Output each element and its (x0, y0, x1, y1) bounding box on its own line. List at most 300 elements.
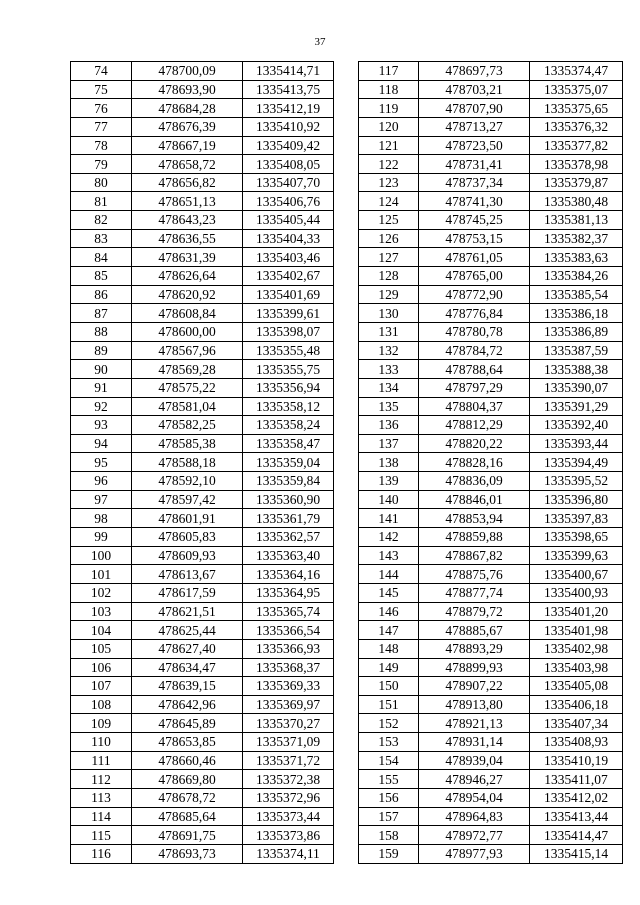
point-number-cell: 95 (71, 453, 132, 472)
table-row (359, 304, 623, 323)
point-number-cell: 104 (71, 621, 132, 640)
table-row (71, 639, 334, 658)
x-coordinate-cell: 478605,83 (132, 528, 243, 547)
point-number-cell: 140 (359, 490, 419, 509)
point-number-cell: 112 (71, 770, 132, 789)
point-number-cell: 118 (359, 80, 419, 99)
coordinates-table-left (70, 61, 334, 864)
y-coordinate-cell: 1335369,33 (243, 677, 334, 696)
x-coordinate-cell: 478788,64 (419, 360, 530, 379)
y-coordinate-cell: 1335371,72 (243, 751, 334, 770)
point-number-cell: 103 (71, 602, 132, 621)
x-coordinate-cell: 478954,04 (419, 788, 530, 807)
table-row (359, 658, 623, 677)
point-number-cell: 142 (359, 528, 419, 547)
point-number-cell: 157 (359, 807, 419, 826)
y-coordinate-cell: 1335355,75 (243, 360, 334, 379)
x-coordinate-cell: 478656,82 (132, 173, 243, 192)
point-number-cell: 94 (71, 434, 132, 453)
table-row (71, 173, 334, 192)
point-number-cell: 110 (71, 733, 132, 752)
table-row (359, 155, 623, 174)
point-number-cell: 146 (359, 602, 419, 621)
table-body-right (359, 62, 623, 864)
y-coordinate-cell: 1335388,38 (530, 360, 623, 379)
point-number-cell: 139 (359, 472, 419, 491)
point-number-cell: 80 (71, 173, 132, 192)
y-coordinate-cell: 1335399,61 (243, 304, 334, 323)
table-row (71, 677, 334, 696)
y-coordinate-cell: 1335411,07 (530, 770, 623, 789)
y-coordinate-cell: 1335377,82 (530, 136, 623, 155)
y-coordinate-cell: 1335401,98 (530, 621, 623, 640)
table-row (71, 117, 334, 136)
x-coordinate-cell: 478627,40 (132, 639, 243, 658)
table-row (71, 826, 334, 845)
table-row (71, 509, 334, 528)
y-coordinate-cell: 1335387,59 (530, 341, 623, 360)
point-number-cell: 144 (359, 565, 419, 584)
x-coordinate-cell: 478723,50 (419, 136, 530, 155)
point-number-cell: 116 (71, 844, 132, 863)
x-coordinate-cell: 478639,15 (132, 677, 243, 696)
x-coordinate-cell: 478625,44 (132, 621, 243, 640)
x-coordinate-cell: 478691,75 (132, 826, 243, 845)
x-coordinate-cell: 478977,93 (419, 844, 530, 863)
table-row (359, 341, 623, 360)
x-coordinate-cell: 478875,76 (419, 565, 530, 584)
table-row (359, 248, 623, 267)
x-coordinate-cell: 478600,00 (132, 322, 243, 341)
x-coordinate-cell: 478620,92 (132, 285, 243, 304)
x-coordinate-cell: 478684,28 (132, 99, 243, 118)
point-number-cell: 154 (359, 751, 419, 770)
table-row (359, 695, 623, 714)
y-coordinate-cell: 1335373,44 (243, 807, 334, 826)
table-row (359, 844, 623, 863)
y-coordinate-cell: 1335384,26 (530, 267, 623, 286)
y-coordinate-cell: 1335375,07 (530, 80, 623, 99)
x-coordinate-cell: 478569,28 (132, 360, 243, 379)
x-coordinate-cell: 478617,59 (132, 583, 243, 602)
table-row (71, 490, 334, 509)
y-coordinate-cell: 1335358,24 (243, 416, 334, 435)
table-row (71, 267, 334, 286)
table-row (359, 285, 623, 304)
table-row (359, 416, 623, 435)
x-coordinate-cell: 478693,73 (132, 844, 243, 863)
point-number-cell: 93 (71, 416, 132, 435)
x-coordinate-cell: 478859,88 (419, 528, 530, 547)
x-coordinate-cell: 478921,13 (419, 714, 530, 733)
y-coordinate-cell: 1335392,40 (530, 416, 623, 435)
table-row (71, 733, 334, 752)
table-row (71, 583, 334, 602)
table-row (359, 192, 623, 211)
table-row (71, 788, 334, 807)
point-number-cell: 105 (71, 639, 132, 658)
x-coordinate-cell: 478609,93 (132, 546, 243, 565)
x-coordinate-cell: 478643,23 (132, 211, 243, 230)
point-number-cell: 91 (71, 378, 132, 397)
x-coordinate-cell: 478846,01 (419, 490, 530, 509)
point-number-cell: 129 (359, 285, 419, 304)
table-row (71, 565, 334, 584)
y-coordinate-cell: 1335364,95 (243, 583, 334, 602)
point-number-cell: 109 (71, 714, 132, 733)
x-coordinate-cell: 478899,93 (419, 658, 530, 677)
point-number-cell: 135 (359, 397, 419, 416)
point-number-cell: 136 (359, 416, 419, 435)
table-row (71, 99, 334, 118)
x-coordinate-cell: 478651,13 (132, 192, 243, 211)
x-coordinate-cell: 478797,29 (419, 378, 530, 397)
y-coordinate-cell: 1335385,54 (530, 285, 623, 304)
table-row (359, 378, 623, 397)
x-coordinate-cell: 478713,27 (419, 117, 530, 136)
point-number-cell: 102 (71, 583, 132, 602)
y-coordinate-cell: 1335403,98 (530, 658, 623, 677)
point-number-cell: 97 (71, 490, 132, 509)
point-number-cell: 82 (71, 211, 132, 230)
x-coordinate-cell: 478581,04 (132, 397, 243, 416)
x-coordinate-cell: 478660,46 (132, 751, 243, 770)
y-coordinate-cell: 1335407,34 (530, 714, 623, 733)
table-row (359, 472, 623, 491)
x-coordinate-cell: 478772,90 (419, 285, 530, 304)
x-coordinate-cell: 478703,21 (419, 80, 530, 99)
point-number-cell: 83 (71, 229, 132, 248)
y-coordinate-cell: 1335359,84 (243, 472, 334, 491)
table-row (71, 602, 334, 621)
x-coordinate-cell: 478776,84 (419, 304, 530, 323)
point-number-cell: 155 (359, 770, 419, 789)
point-number-cell: 126 (359, 229, 419, 248)
point-number-cell: 122 (359, 155, 419, 174)
x-coordinate-cell: 478585,38 (132, 434, 243, 453)
x-coordinate-cell: 478836,09 (419, 472, 530, 491)
page-number: 37 (314, 36, 326, 48)
point-number-cell: 111 (71, 751, 132, 770)
table-row (71, 453, 334, 472)
x-coordinate-cell: 478853,94 (419, 509, 530, 528)
x-coordinate-cell: 478626,64 (132, 267, 243, 286)
x-coordinate-cell: 478784,72 (419, 341, 530, 360)
y-coordinate-cell: 1335396,80 (530, 490, 623, 509)
table-row (71, 695, 334, 714)
point-number-cell: 147 (359, 621, 419, 640)
point-number-cell: 99 (71, 528, 132, 547)
x-coordinate-cell: 478567,96 (132, 341, 243, 360)
x-coordinate-cell: 478597,42 (132, 490, 243, 509)
table-row (359, 80, 623, 99)
point-number-cell: 76 (71, 99, 132, 118)
table-row (359, 528, 623, 547)
point-number-cell: 131 (359, 322, 419, 341)
table-row (359, 229, 623, 248)
point-number-cell: 101 (71, 565, 132, 584)
point-number-cell: 134 (359, 378, 419, 397)
y-coordinate-cell: 1335383,63 (530, 248, 623, 267)
x-coordinate-cell: 478676,39 (132, 117, 243, 136)
x-coordinate-cell: 478697,73 (419, 62, 530, 81)
x-coordinate-cell: 478893,29 (419, 639, 530, 658)
point-number-cell: 145 (359, 583, 419, 602)
x-coordinate-cell: 478601,91 (132, 509, 243, 528)
table-row (359, 490, 623, 509)
table-row (359, 714, 623, 733)
point-number-cell: 141 (359, 509, 419, 528)
point-number-cell: 90 (71, 360, 132, 379)
point-number-cell: 150 (359, 677, 419, 696)
y-coordinate-cell: 1335400,93 (530, 583, 623, 602)
y-coordinate-cell: 1335405,44 (243, 211, 334, 230)
y-coordinate-cell: 1335415,14 (530, 844, 623, 863)
y-coordinate-cell: 1335404,33 (243, 229, 334, 248)
y-coordinate-cell: 1335401,69 (243, 285, 334, 304)
table-row (71, 285, 334, 304)
y-coordinate-cell: 1335375,65 (530, 99, 623, 118)
y-coordinate-cell: 1335362,57 (243, 528, 334, 547)
table-row (71, 770, 334, 789)
point-number-cell: 133 (359, 360, 419, 379)
point-number-cell: 121 (359, 136, 419, 155)
table-row (71, 136, 334, 155)
x-coordinate-cell: 478685,64 (132, 807, 243, 826)
y-coordinate-cell: 1335412,02 (530, 788, 623, 807)
table-row (71, 658, 334, 677)
y-coordinate-cell: 1335393,44 (530, 434, 623, 453)
y-coordinate-cell: 1335402,98 (530, 639, 623, 658)
y-coordinate-cell: 1335398,65 (530, 528, 623, 547)
point-number-cell: 77 (71, 117, 132, 136)
table-row (359, 639, 623, 658)
point-number-cell: 113 (71, 788, 132, 807)
point-number-cell: 100 (71, 546, 132, 565)
table-row (71, 229, 334, 248)
table-row (71, 378, 334, 397)
table-row (71, 528, 334, 547)
table-row (359, 322, 623, 341)
point-number-cell: 85 (71, 267, 132, 286)
table-row (359, 453, 623, 472)
x-coordinate-cell: 478867,82 (419, 546, 530, 565)
table-row (71, 434, 334, 453)
x-coordinate-cell: 478828,16 (419, 453, 530, 472)
point-number-cell: 152 (359, 714, 419, 733)
table-body-left (71, 62, 334, 864)
point-number-cell: 148 (359, 639, 419, 658)
x-coordinate-cell: 478588,18 (132, 453, 243, 472)
y-coordinate-cell: 1335369,97 (243, 695, 334, 714)
x-coordinate-cell: 478700,09 (132, 62, 243, 81)
table-row (359, 677, 623, 696)
point-number-cell: 92 (71, 397, 132, 416)
y-coordinate-cell: 1335376,32 (530, 117, 623, 136)
point-number-cell: 120 (359, 117, 419, 136)
table-row (359, 788, 623, 807)
table-row (71, 714, 334, 733)
point-number-cell: 151 (359, 695, 419, 714)
y-coordinate-cell: 1335380,48 (530, 192, 623, 211)
y-coordinate-cell: 1335397,83 (530, 509, 623, 528)
table-row (359, 583, 623, 602)
y-coordinate-cell: 1335408,93 (530, 733, 623, 752)
point-number-cell: 81 (71, 192, 132, 211)
x-coordinate-cell: 478741,30 (419, 192, 530, 211)
x-coordinate-cell: 478804,37 (419, 397, 530, 416)
table-row (359, 751, 623, 770)
y-coordinate-cell: 1335406,76 (243, 192, 334, 211)
table-row (359, 546, 623, 565)
x-coordinate-cell: 478582,25 (132, 416, 243, 435)
y-coordinate-cell: 1335372,96 (243, 788, 334, 807)
y-coordinate-cell: 1335381,13 (530, 211, 623, 230)
y-coordinate-cell: 1335413,75 (243, 80, 334, 99)
x-coordinate-cell: 478780,78 (419, 322, 530, 341)
y-coordinate-cell: 1335402,67 (243, 267, 334, 286)
table-row (359, 733, 623, 752)
table-row (71, 341, 334, 360)
x-coordinate-cell: 478964,83 (419, 807, 530, 826)
table-row (71, 472, 334, 491)
y-coordinate-cell: 1335413,44 (530, 807, 623, 826)
table-row (71, 62, 334, 81)
x-coordinate-cell: 478634,47 (132, 658, 243, 677)
table-row (359, 62, 623, 81)
y-coordinate-cell: 1335355,48 (243, 341, 334, 360)
table-row (71, 546, 334, 565)
y-coordinate-cell: 1335403,46 (243, 248, 334, 267)
y-coordinate-cell: 1335373,86 (243, 826, 334, 845)
point-number-cell: 88 (71, 322, 132, 341)
y-coordinate-cell: 1335374,11 (243, 844, 334, 863)
point-number-cell: 87 (71, 304, 132, 323)
table-row (359, 565, 623, 584)
y-coordinate-cell: 1335358,47 (243, 434, 334, 453)
table-row (359, 136, 623, 155)
x-coordinate-cell: 478653,85 (132, 733, 243, 752)
y-coordinate-cell: 1335364,16 (243, 565, 334, 584)
point-number-cell: 117 (359, 62, 419, 81)
y-coordinate-cell: 1335356,94 (243, 378, 334, 397)
point-number-cell: 86 (71, 285, 132, 304)
y-coordinate-cell: 1335386,89 (530, 322, 623, 341)
table-row (359, 621, 623, 640)
table-row (359, 267, 623, 286)
x-coordinate-cell: 478645,89 (132, 714, 243, 733)
x-coordinate-cell: 478631,39 (132, 248, 243, 267)
table-row (71, 248, 334, 267)
point-number-cell: 143 (359, 546, 419, 565)
y-coordinate-cell: 1335378,98 (530, 155, 623, 174)
point-number-cell: 98 (71, 509, 132, 528)
table-row (359, 397, 623, 416)
table-row (359, 360, 623, 379)
table-row (359, 173, 623, 192)
table-row (71, 751, 334, 770)
table-row (71, 211, 334, 230)
x-coordinate-cell: 478621,51 (132, 602, 243, 621)
table-row (359, 117, 623, 136)
point-number-cell: 156 (359, 788, 419, 807)
point-number-cell: 159 (359, 844, 419, 863)
x-coordinate-cell: 478592,10 (132, 472, 243, 491)
y-coordinate-cell: 1335408,05 (243, 155, 334, 174)
point-number-cell: 132 (359, 341, 419, 360)
table-row (359, 770, 623, 789)
x-coordinate-cell: 478753,15 (419, 229, 530, 248)
x-coordinate-cell: 478636,55 (132, 229, 243, 248)
y-coordinate-cell: 1335414,71 (243, 62, 334, 81)
table-row (71, 621, 334, 640)
table-row (71, 360, 334, 379)
table-row (359, 826, 623, 845)
y-coordinate-cell: 1335370,27 (243, 714, 334, 733)
x-coordinate-cell: 478972,77 (419, 826, 530, 845)
x-coordinate-cell: 478946,27 (419, 770, 530, 789)
table-row (359, 211, 623, 230)
y-coordinate-cell: 1335372,38 (243, 770, 334, 789)
y-coordinate-cell: 1335399,63 (530, 546, 623, 565)
y-coordinate-cell: 1335395,52 (530, 472, 623, 491)
y-coordinate-cell: 1335371,09 (243, 733, 334, 752)
x-coordinate-cell: 478737,34 (419, 173, 530, 192)
table-row (71, 155, 334, 174)
y-coordinate-cell: 1335374,47 (530, 62, 623, 81)
point-number-cell: 128 (359, 267, 419, 286)
table-row (359, 807, 623, 826)
point-number-cell: 75 (71, 80, 132, 99)
x-coordinate-cell: 478669,80 (132, 770, 243, 789)
point-number-cell: 124 (359, 192, 419, 211)
x-coordinate-cell: 478613,67 (132, 565, 243, 584)
x-coordinate-cell: 478745,25 (419, 211, 530, 230)
x-coordinate-cell: 478642,96 (132, 695, 243, 714)
table-row (359, 99, 623, 118)
point-number-cell: 78 (71, 136, 132, 155)
point-number-cell: 106 (71, 658, 132, 677)
y-coordinate-cell: 1335405,08 (530, 677, 623, 696)
x-coordinate-cell: 478731,41 (419, 155, 530, 174)
y-coordinate-cell: 1335407,70 (243, 173, 334, 192)
table-row (71, 80, 334, 99)
y-coordinate-cell: 1335359,04 (243, 453, 334, 472)
point-number-cell: 149 (359, 658, 419, 677)
table-row (359, 509, 623, 528)
point-number-cell: 123 (359, 173, 419, 192)
y-coordinate-cell: 1335379,87 (530, 173, 623, 192)
table-row (71, 322, 334, 341)
point-number-cell: 127 (359, 248, 419, 267)
point-number-cell: 130 (359, 304, 419, 323)
y-coordinate-cell: 1335366,54 (243, 621, 334, 640)
table-row (71, 304, 334, 323)
x-coordinate-cell: 478678,72 (132, 788, 243, 807)
y-coordinate-cell: 1335398,07 (243, 322, 334, 341)
y-coordinate-cell: 1335400,67 (530, 565, 623, 584)
point-number-cell: 108 (71, 695, 132, 714)
table-row (71, 807, 334, 826)
point-number-cell: 138 (359, 453, 419, 472)
point-number-cell: 107 (71, 677, 132, 696)
point-number-cell: 96 (71, 472, 132, 491)
x-coordinate-cell: 478885,67 (419, 621, 530, 640)
table-row (359, 434, 623, 453)
point-number-cell: 114 (71, 807, 132, 826)
point-number-cell: 79 (71, 155, 132, 174)
point-number-cell: 84 (71, 248, 132, 267)
